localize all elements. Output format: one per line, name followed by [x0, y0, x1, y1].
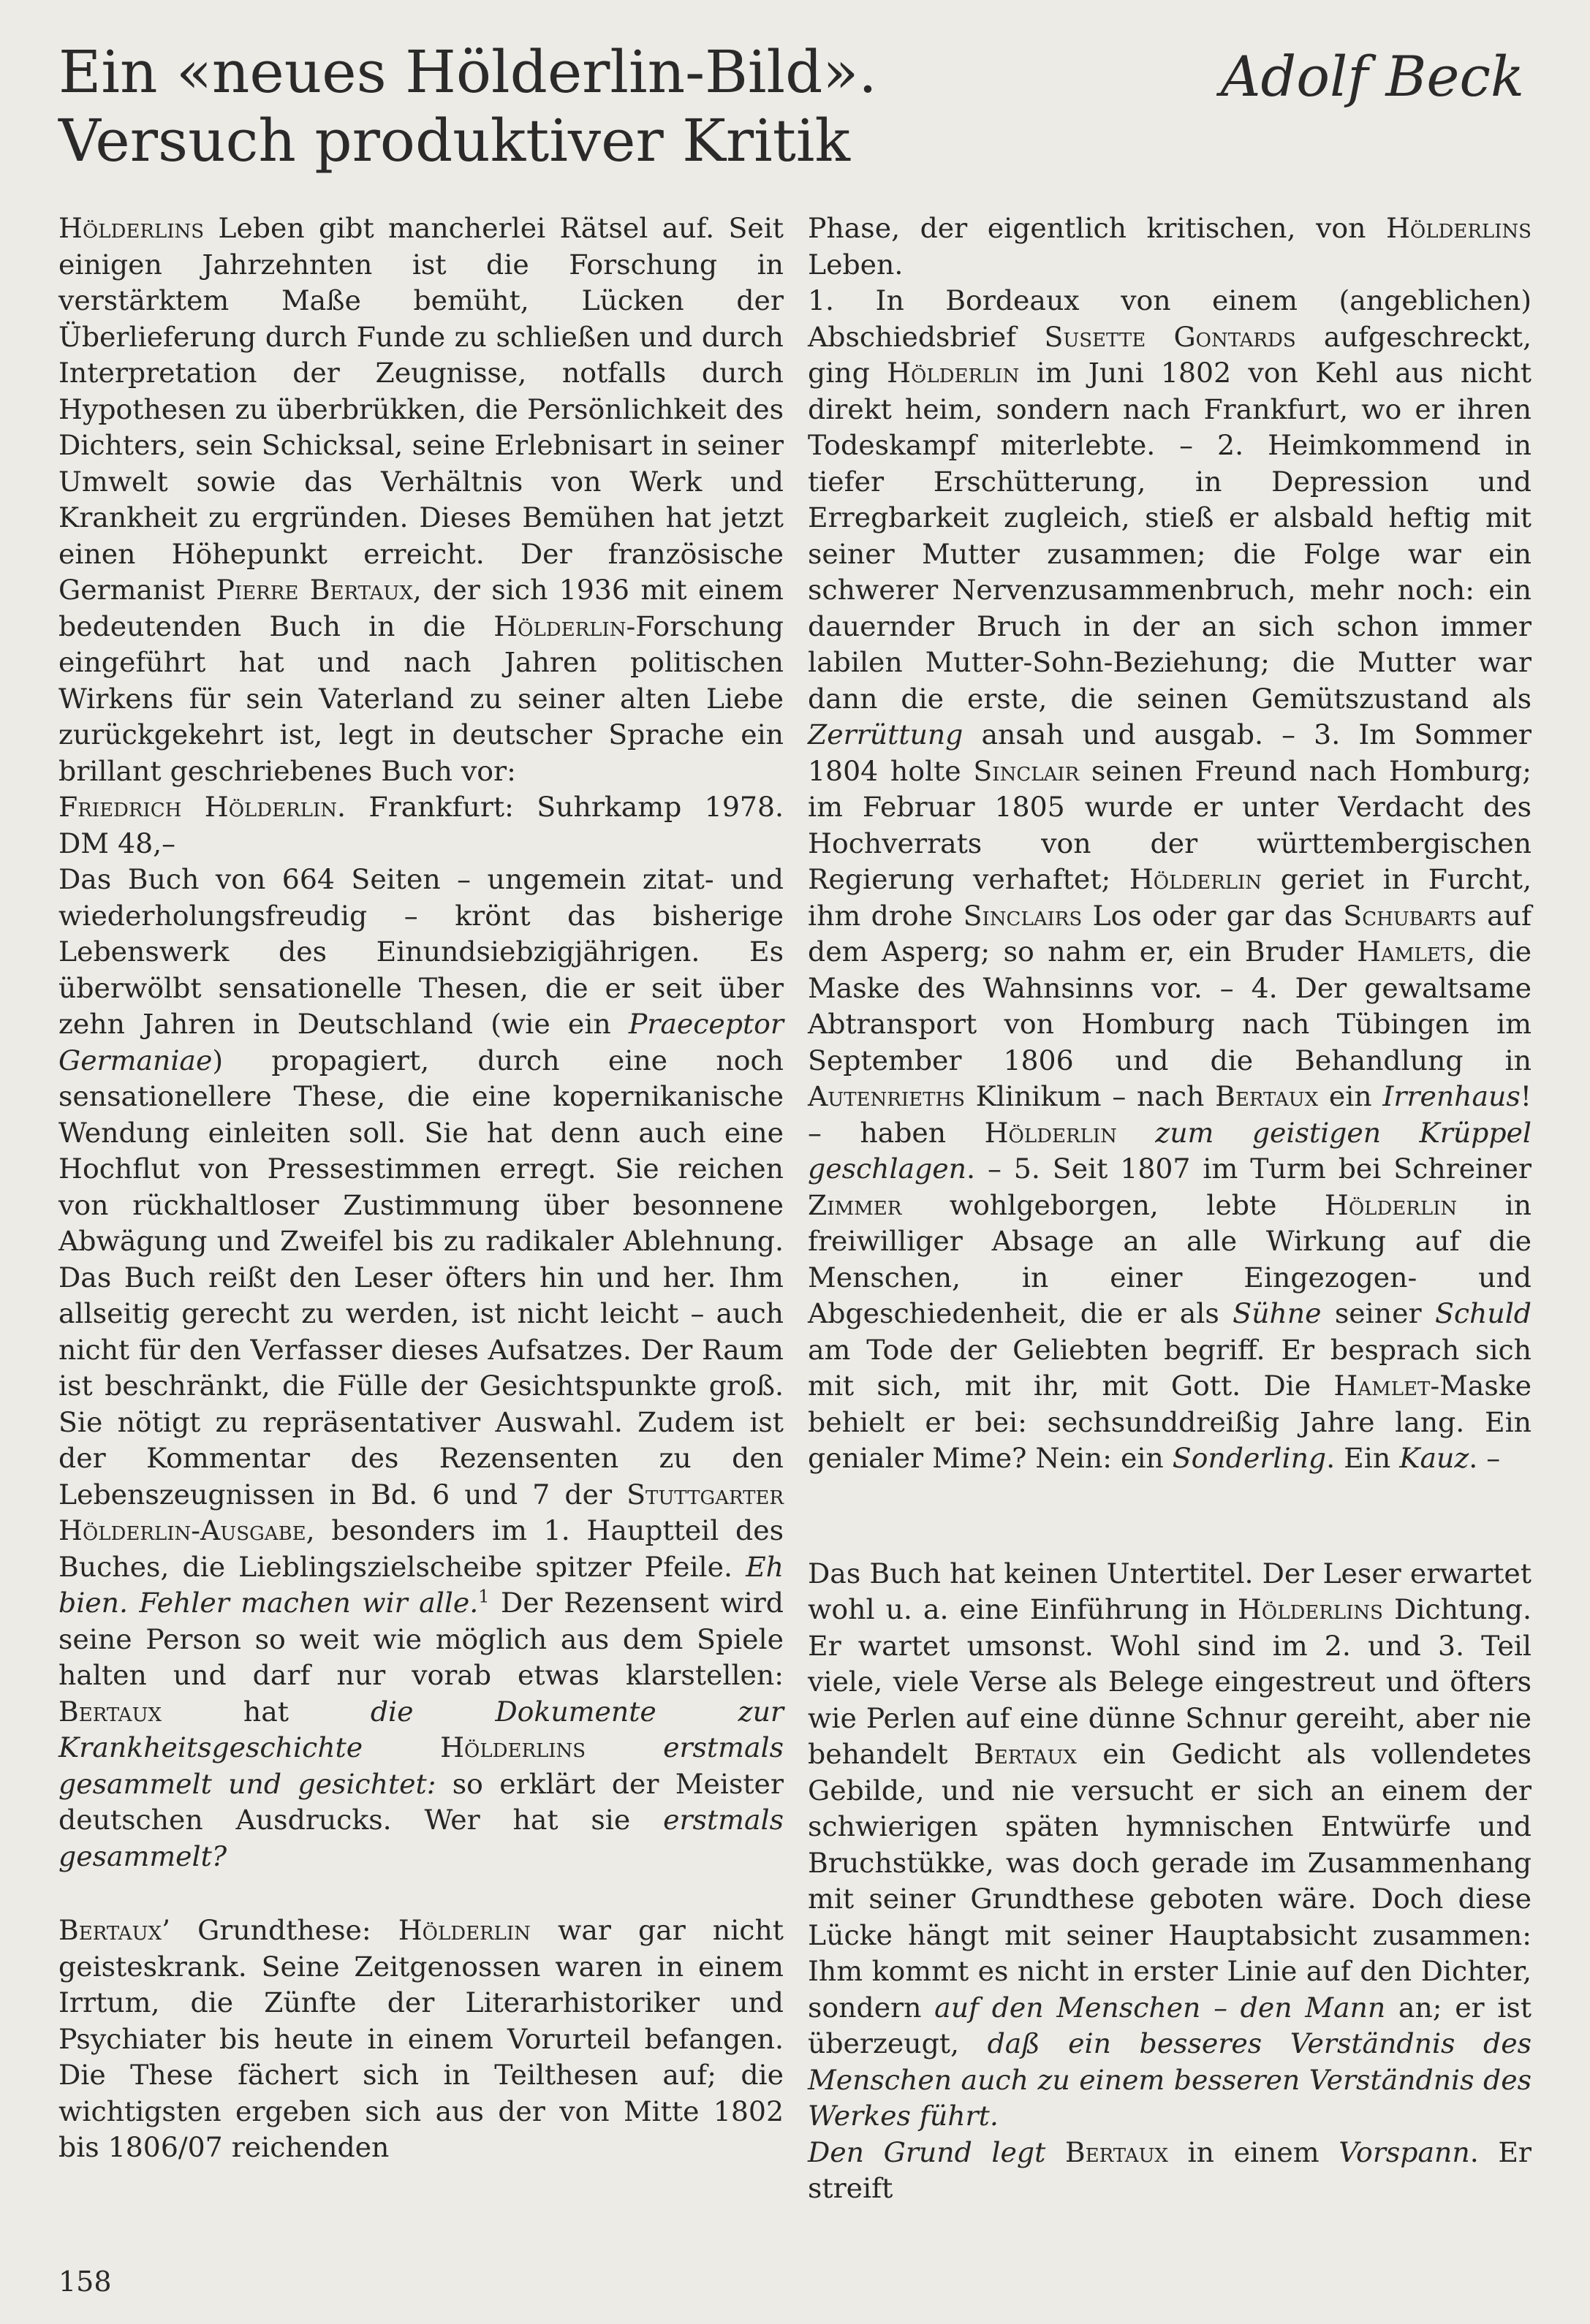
text-run: , besonders im 1. Hauptteil des Buches, die Lieblingszielscheibe spitzer Pfeile. [58, 1514, 784, 1583]
text-run: in freiwilliger Absage an alle Wirkung auf die Menschen, in einer Eingezogen- und Abgeschiedenheit, die er als [808, 1188, 1532, 1329]
text-run: so erklärt der Meister deutschen Ausdrucks. Wer hat sie [58, 1767, 784, 1836]
text-run: hat [162, 1695, 371, 1728]
name-smallcaps: Hölderlin [493, 610, 626, 642]
name-smallcaps: Hölderlins [440, 1731, 586, 1763]
name-smallcaps: Sinclairs [963, 899, 1083, 932]
name-smallcaps: Autenrieths [808, 1080, 965, 1112]
italic-text: erstmals gesammelt? [58, 1804, 784, 1872]
name-smallcaps: Bertaux [1215, 1080, 1319, 1112]
name-smallcaps: Hölderlins [58, 212, 205, 244]
text-run: . Er streift [808, 2135, 1532, 2204]
paragraph-gap [58, 1875, 784, 1913]
text-run: aufgeschreckt, ging [808, 320, 1532, 389]
name-smallcaps: Pierre Bertaux [216, 574, 413, 606]
page-number: 158 [58, 2266, 112, 2298]
article-title [58, 38, 877, 175]
text-run: , die Maske des Wahnsinns vor. – 4. Der gewaltsame Abtransport von Homburg nach Tübingen im September 1806 und die Behandlung in [808, 935, 1532, 1076]
text-run: . – 5. Seit 1807 im Turm bei Schreiner [966, 1152, 1532, 1185]
title-line-2: Versuch produktiver Kritik [58, 107, 850, 175]
text-run: am Tode der Geliebten begriff. Er besprach sich mit sich, mit ihr, mit Gott. Die [808, 1333, 1532, 1402]
italic-text: Sonderling [1172, 1442, 1327, 1474]
paragraph [58, 1913, 784, 2166]
text-run: Phase, der eigentlich kritischen, von [808, 212, 1386, 244]
text-run: ein Gedicht als vollendetes Gebilde, und nie versucht er sich an einem der schwierigen späten hymnischen Entwürfe und Bruchstükke, was doch gerade im Zusammenhang mit seiner Grundthese geboten wäre. Doch diese Lücke hängt mit seiner Hauptabsicht zusammen: Ihm kommt es nicht in erster Linie auf den Dichter, sondern [808, 1738, 1532, 2024]
name-smallcaps: Friedrich Hölderlin [58, 791, 337, 823]
name-smallcaps: Stuttgarter Hölderlin-Ausgabe [58, 1478, 784, 1546]
text-run: ’ Grundthese: [162, 1914, 398, 1946]
italic-text: Schuld [1434, 1297, 1532, 1329]
paragraph [808, 2135, 1532, 2207]
text-run: geriet in Furcht, ihm drohe [808, 863, 1532, 932]
title-line-1: Ein «neues Hölderlin-Bild». [58, 38, 877, 106]
paragraph [808, 210, 1532, 283]
text-run: 1. In Bordeaux von einem (angeblichen) Abschiedsbrief [808, 284, 1532, 353]
name-smallcaps: Bertaux [58, 1695, 162, 1728]
book-reference [58, 789, 784, 862]
text-run: . Frankfurt: Suhrkamp 1978. DM 48,– [58, 791, 784, 859]
text-run: -Maske behielt er bei: sechsunddreißig Jahre lang. Ein genialer Mime? Nein: ein [808, 1370, 1532, 1474]
paragraph [808, 1556, 1532, 2135]
name-smallcaps: Schubarts [1343, 899, 1477, 932]
text-run: -Forschung eingeführt hat und nach Jahren politischen Wirkens für sein Vaterland zu seiner alten Liebe zurückgekehrt ist, legt in deutscher Sprache ein brillant geschriebenes Buch vor: [58, 610, 784, 787]
paragraph [58, 862, 784, 1875]
text-run: an; er ist überzeugt, [808, 1991, 1532, 2059]
name-smallcaps: Bertaux [973, 1738, 1077, 1770]
text-run: ansah und ausgab. – 3. Im Sommer 1804 holte [808, 718, 1532, 787]
text-run: Klinikum – nach [964, 1080, 1216, 1112]
name-smallcaps: Hölderlin [1129, 863, 1262, 895]
text-run: seinen Freund nach Homburg; im Februar 1805 wurde er unter Verdacht des Hochverrats von der württembergischen Regierung verhaftet; [808, 754, 1532, 895]
left-column [58, 210, 784, 2166]
text-run: in einem [1167, 2135, 1339, 2168]
text-run: im Juni 1802 von Kehl aus nicht direkt heim, sondern nach Frankfurt, wo er ihren Todeskampf miterlebte. – 2. Heimkommend in tiefer Erschütterung, in Depression und Erregbarkeit zugleich, stieß er alsbald heftig mit seiner Mutter zusammen; die Folge war ein schwerer Nervenzusammenbruch, mehr noch: ein dauernder Bruch in der an sich schon immer labilen Mutter-Sohn-Beziehung; die Mutter war dann die erste, die seinen Gemütszustand als [808, 357, 1532, 715]
text-run: seiner [1321, 1297, 1435, 1329]
italic-text: Den Grund legt [808, 2135, 1046, 2168]
text-run: . – [1469, 1442, 1501, 1474]
italic-text: daß ein besseres Verständnis des Menschen auch zu einem besseren Verständnis des Werkes führt. [808, 2027, 1532, 2132]
name-smallcaps: Hölderlin [887, 357, 1020, 389]
text-run: Das Buch von 664 Seiten – ungemein zitat- und wiederholungsfreudig – krönt das bisherige Lebenswerk des Einundsiebzigjährigen. Es überwölbt sensationelle Thesen, die er seit über zehn Jahren in Deutschland (wie ein [58, 863, 784, 1040]
paragraph [808, 283, 1532, 1477]
name-smallcaps: Sinclair [973, 754, 1080, 787]
text-run: wohlgeborgen, lebte [901, 1188, 1325, 1221]
name-smallcaps: Hölderlin [984, 1116, 1117, 1149]
text-run: auf dem Asperg; so nahm er, ein Bruder [808, 899, 1532, 968]
text-run: Dichtung. Er wartet umsonst. Wohl sind im 2. und 3. Teil viele, viele Verse als Belege eingestreut und öfters wie Perlen auf eine dünne Schnur gereiht, aber nie behandelt [808, 1593, 1532, 1770]
italic-text: Zerrüttung [808, 718, 964, 751]
italic-text: Sühne [1233, 1297, 1322, 1329]
text-run: Los oder gar das [1082, 899, 1344, 932]
text-run: Leben. [808, 248, 904, 281]
name-smallcaps: Zimmer [808, 1188, 902, 1221]
italic-text: Eh bien. Fehler machen wir alle. [58, 1550, 784, 1619]
italic-text: Kauz [1399, 1442, 1469, 1474]
name-smallcaps: Hölderlin [1324, 1188, 1458, 1221]
italic-text: Praeceptor Germaniae [58, 1008, 784, 1076]
text-run: war gar nicht geisteskrank. Seine Zeitgenossen waren in einem Irrtum, die Zünfte der Literarhistoriker und Psychiater bis heute in einem Vorurteil befangen. Die These fächert sich in Teilthesen auf; die wichtigsten ergeben sich aus der von Mitte 1802 bis 1806/07 reichenden [58, 1914, 784, 2163]
text-run [1045, 2136, 1065, 2168]
italic-text: auf den Menschen – den Mann [934, 1991, 1386, 2024]
text-run: ein [1318, 1080, 1383, 1112]
text-run: . Ein [1326, 1442, 1400, 1474]
name-smallcaps: Hölderlin [398, 1914, 531, 1946]
italic-text: Vorspann [1339, 2135, 1470, 2168]
name-smallcaps: Susette Gontards [1044, 320, 1296, 353]
name-smallcaps: Hamlet [1333, 1370, 1431, 1402]
italic-text: die Dokumente zur Krankheitsgeschichte [58, 1695, 784, 1763]
text-run [1117, 1117, 1155, 1149]
name-smallcaps: Bertaux [58, 1914, 162, 1946]
text-run: , der sich 1936 mit einem bedeutenden Buch in die [58, 574, 784, 642]
name-smallcaps: Hölderlins [1237, 1593, 1383, 1625]
author-name: Adolf Beck [1220, 44, 1524, 109]
paragraph-gap [808, 1477, 1532, 1556]
text-run: ! – haben [808, 1080, 1532, 1149]
text-run: Der Rezensent wird seine Person so weit wie möglich aus dem Spiele halten und darf nur vorab etwas klarstellen: [58, 1587, 784, 1691]
text-run: Das Buch hat keinen Untertitel. Der Leser erwartet wohl u. a. eine Einführung in [808, 1557, 1532, 1625]
italic-text: erstmals gesammelt und gesichtet: [58, 1731, 784, 1800]
text-run: Leben gibt mancherlei Rätsel auf. Seit einigen Jahrzehnten ist die Forschung in verstärktem Maße bemüht, Lücken der Überlieferung durch Funde zu schließen und durch Interpretation der Zeugnisse, notfalls durch Hypothesen zu überbrükken, die Persönlichkeit des Dichters, sein Schicksal, seine Erlebnisart in seiner Umwelt sowie das Verhältnis von Werk und Krankheit zu ergründen. Dieses Bemühen hat jetzt einen Höhepunkt erreicht. Der französische Germanist [58, 212, 784, 606]
paragraph [58, 210, 784, 789]
name-smallcaps: Hamlets [1357, 935, 1466, 968]
footnote-marker: 1 [478, 1586, 490, 1607]
name-smallcaps: Bertaux [1064, 2135, 1168, 2168]
italic-text: zum geistigen Krüppel geschlagen [808, 1116, 1532, 1185]
italic-text: Irrenhaus [1382, 1080, 1521, 1112]
name-smallcaps: Hölderlins [1385, 212, 1532, 244]
right-column [808, 210, 1532, 2207]
text-run: ) propagiert, durch eine noch sensationellere These, die eine kopernikanische Wendung einleiten soll. Sie hat denn auch eine Hochflut von Pressestimmen erregt. Sie reichen von rückhaltloser Zustimmung über besonnene Abwägung und Zweifel bis zu radikaler Ablehnung. Das Buch reißt den Leser öfters hin und her. Ihm allseitig gerecht zu werden, ist nicht leicht – auch nicht für den Verfasser dieses Aufsatzes. Der Raum ist beschränkt, die Fülle der Gesichtspunkte groß. Sie nötigt zu repräsentativer Auswahl. Zudem ist der Kommentar des Rezensenten zu den Lebenszeugnissen in Bd. 6 und 7 der [58, 1044, 784, 1511]
